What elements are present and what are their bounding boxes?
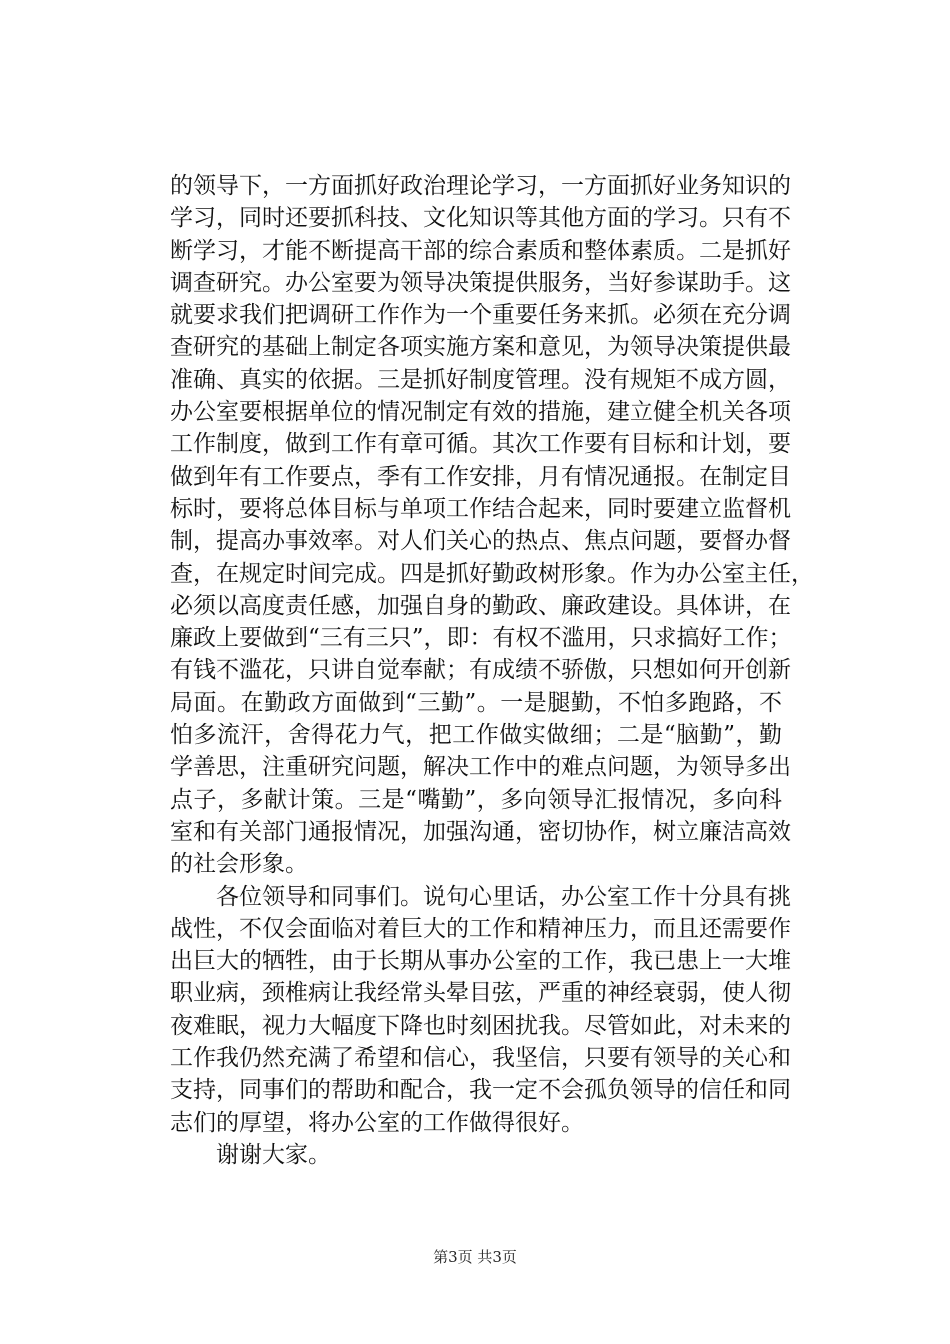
closing-line: 谢谢大家。 [216,1141,331,1168]
text-line: 学习，同时还要抓科技、文化知识等其他方面的学习。只有不 [170,205,791,232]
text-line: 就要求我们把调研工作作为一个重要任务来抓。必须在充分调 [170,302,791,329]
text-line: 工作制度，做到工作有章可循。其次工作要有目标和计划，要 [170,431,791,458]
text-line: 出巨大的牺牲，由于长期从事办公室的工作，我已患上一大堆 [170,948,791,975]
text-line: 廉政上要做到“三有三只”，即：有权不滥用，只求搞好工作； [170,625,792,652]
page-number-footer: 第3页 共3页 [433,1248,517,1266]
document-body [170,170,814,1171]
text-line: 志们的厚望，将办公室的工作做得很好。 [170,1109,584,1136]
text-line: 调查研究。办公室要为领导决策提供服务，当好参谋助手。这 [170,269,791,296]
text-line: 怕多流汗，舍得花力气，把工作做实做细；二是“脑勤”，勤 [170,722,782,749]
text-line: 制，提高办事效率。对人们关心的热点、焦点问题，要督办督 [170,528,791,555]
paragraph-first-line: 各位领导和同事们。说句心里话，办公室工作十分具有挑 [216,883,791,910]
text-line: 查，在规定时间完成。四是抓好勤政树形象。作为办公室主任， [170,560,814,587]
text-line: 做到年有工作要点，季有工作安排，月有情况通报。在制定目 [170,463,791,490]
text-line: 的领导下，一方面抓好政治理论学习，一方面抓好业务知识的 [170,173,791,199]
text-line: 职业病，颈椎病让我经常头晕目弦，严重的神经衰弱，使人彻 [170,980,791,1007]
text-line: 支持，同事们的帮助和配合，我一定不会孤负领导的信任和同 [170,1077,791,1104]
text-line: 有钱不滥花，只讲自觉奉献；有成绩不骄傲，只想如何开创新 [170,657,791,684]
text-line: 学善思，注重研究问题，解决工作中的难点问题，为领导多出 [170,754,791,781]
text-line: 标时，要将总体目标与单项工作结合起来，同时要建立监督机 [170,495,791,522]
text-line: 工作我仍然充满了希望和信心，我坚信，只要有领导的关心和 [170,1045,791,1072]
text-line: 必须以高度责任感，加强自身的勤政、廉政建设。具体讲，在 [170,592,791,619]
text-line: 的社会形象。 [170,851,308,878]
text-line: 局面。在勤政方面做到“三勤”。一是腿勤，不怕多跑路，不 [170,689,782,716]
text-line: 准确、真实的依据。三是抓好制度管理。没有规矩不成方圆， [170,366,791,393]
text-line: 战性，不仅会面临对着巨大的工作和精神压力，而且还需要作 [170,915,791,942]
text-line: 夜难眠，视力大幅度下降也时刻困扰我。尽管如此，对未来的 [170,1012,791,1039]
text-line: 办公室要根据单位的情况制定有效的措施，建立健全机关各项 [170,399,791,426]
text-line: 断学习，才能不断提高干部的综合素质和整体素质。二是抓好 [170,237,791,264]
text-line: 查研究的基础上制定各项实施方案和意见，为领导决策提供最 [170,334,791,361]
text-line: 室和有关部门通报情况，加强沟通，密切协作，树立廉洁高效 [170,818,791,845]
text-line: 点子，多献计策。三是“嘴勤”，多向领导汇报情况，多向科 [170,786,782,813]
